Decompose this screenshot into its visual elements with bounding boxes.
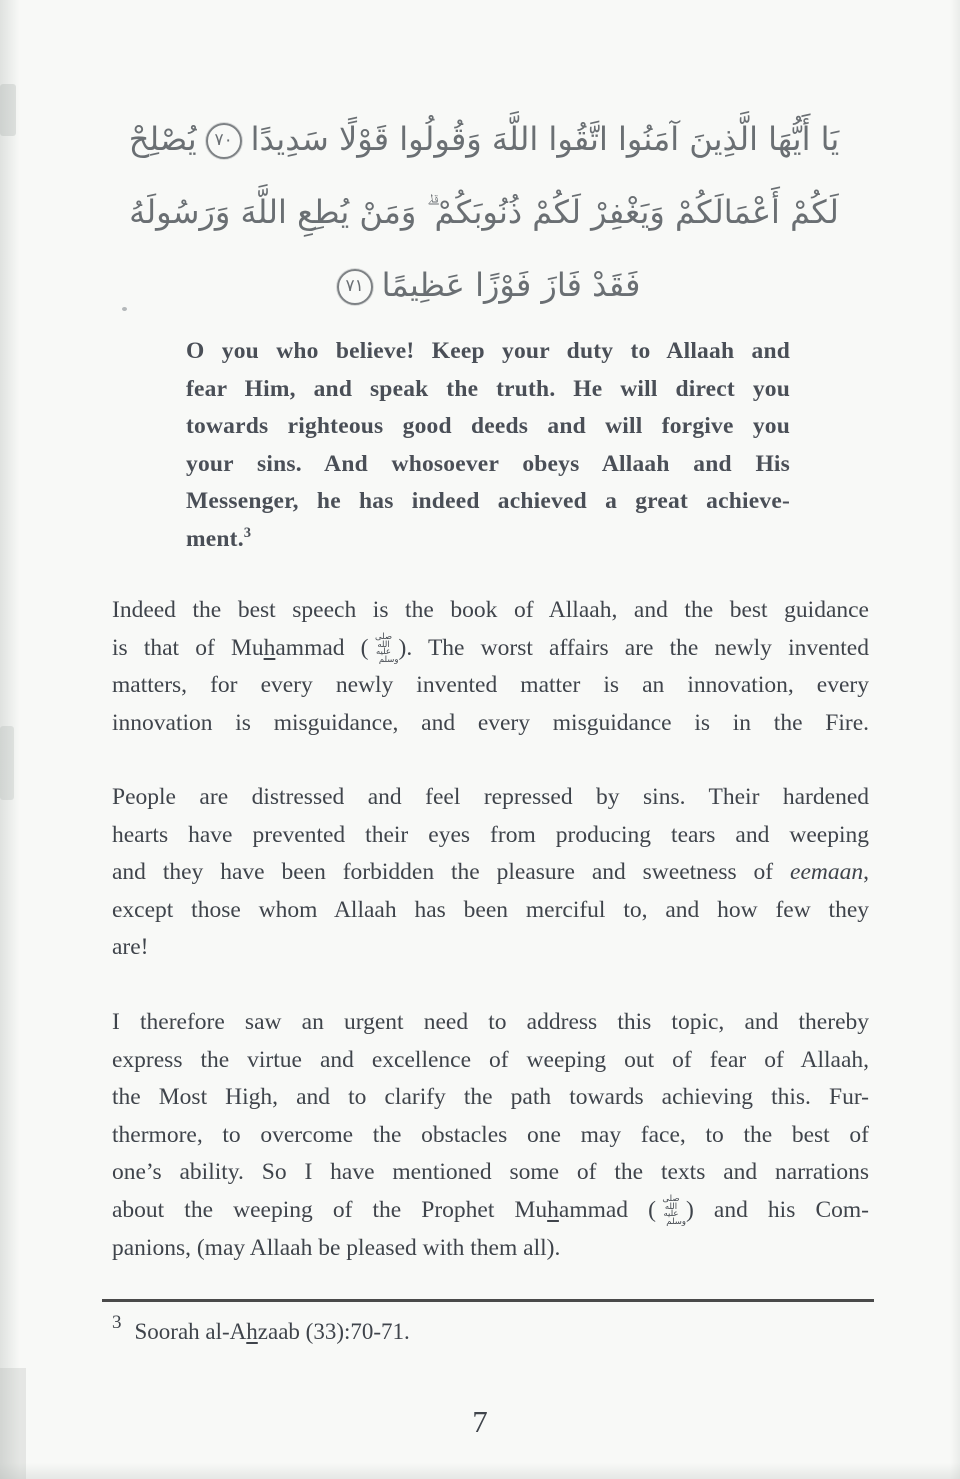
ayah-marker-70: ٧٠ <box>206 123 242 159</box>
text-line <box>186 333 790 371</box>
quran-verse-line-2 <box>100 176 868 249</box>
text-line <box>112 1230 869 1268</box>
text-line <box>112 1154 869 1192</box>
text-segment: except those whom Allaah has been merciful to, and how few they <box>112 896 869 923</box>
text-segment: O you who believe! Keep your duty to Allaah and <box>186 338 790 364</box>
text-line <box>186 371 790 409</box>
text-segment: are! <box>112 934 149 961</box>
text-line <box>112 892 869 930</box>
paragraph-best-speech <box>112 592 869 742</box>
text-segment: , <box>863 859 869 886</box>
text-segment: the Most High, and to clarify the path towards achieving this. Fur- <box>112 1084 869 1111</box>
footnote-text <box>135 1319 410 1344</box>
text-segment: h <box>547 1196 559 1223</box>
text-line <box>112 1004 869 1042</box>
text-segment: one’s ability. So I have mentioned some of the texts and narrations <box>112 1159 869 1186</box>
text-line <box>112 817 869 855</box>
text-line <box>112 705 869 743</box>
text-segment: your sins. And whosoever obeys Allaah and His <box>186 450 790 477</box>
text-line <box>112 667 869 705</box>
text-segment: صلى الله عليه وسلم <box>662 1194 686 1227</box>
text-segment: Indeed the best speech is the book of Allaah, and the best guidance <box>112 597 869 623</box>
text-segment: Messenger, he has indeed achieved a great achieve- <box>186 488 790 515</box>
quran-text: فَقَدْ فَازَ فَوْزًا عَظِيمًا <box>381 266 641 304</box>
text-segment: 3 <box>243 525 252 542</box>
text-segment: صلى الله عليه وسلم <box>374 632 399 665</box>
text-segment: zaab (33):70-71. <box>257 1319 410 1344</box>
text-segment: matters, for every newly invented matter is an innovation, every <box>112 672 869 699</box>
quran-text: لَكُمْ أَعْمَالَكُمْ وَيَغْفِرْ لَكُمْ ذُنُوبَكُمْ ۗ وَمَنْ يُطِعِ اللَّهَ وَرَسُولَهُ <box>129 193 839 231</box>
quran-verse <box>100 103 868 322</box>
verse-translation-block <box>186 333 790 559</box>
quran-verse-line-3 <box>100 249 868 322</box>
text-segment: hearts have prevented their eyes from producing tears and weeping <box>112 821 869 848</box>
footnote-divider <box>102 1299 874 1302</box>
text-line <box>186 408 790 446</box>
quran-text: يُصْلِحْ <box>128 120 197 158</box>
scan-edge-shade-right <box>950 0 960 1479</box>
text-line <box>112 929 869 967</box>
text-segment: h <box>263 634 276 661</box>
text-segment: People are distressed and feel repressed by sins. Their hardened <box>112 784 869 810</box>
text-segment: innovation is misguidance, and every misguidance is in the Fire. <box>112 709 869 736</box>
text-segment: ammad ( <box>275 634 369 661</box>
text-segment: about the weeping of the Prophet Mu <box>112 1196 548 1223</box>
text-segment: Soorah al-A <box>134 1319 247 1344</box>
page-number: 7 <box>472 1404 488 1439</box>
text-line <box>112 1192 869 1230</box>
text-line <box>112 592 869 630</box>
paragraph-urgent-need <box>112 1004 869 1267</box>
paragraph-people-distressed <box>112 779 869 967</box>
text-segment: ammad ( <box>558 1196 656 1223</box>
text-line <box>112 1117 869 1155</box>
text-segment: panions, (may Allaah be pleased with them all). <box>112 1234 561 1261</box>
text-segment: fear Him, and speak the truth. He will direct you <box>186 375 790 402</box>
text-line <box>186 483 790 521</box>
footnote-number: 3 <box>112 1312 122 1333</box>
footnote <box>112 1312 410 1345</box>
text-line <box>112 1042 869 1080</box>
text-line <box>112 854 869 892</box>
text-segment: towards righteous good deeds and will forgive you <box>186 413 790 440</box>
text-segment: is that of Mu <box>112 634 264 661</box>
text-segment: ment. <box>186 525 244 552</box>
scan-edge-shade-bottom <box>0 1463 960 1479</box>
text-segment: ) and his Com- <box>685 1196 869 1223</box>
text-line <box>112 1079 869 1117</box>
text-segment: and they have been forbidden the pleasure and sweetness of <box>112 859 791 886</box>
text-segment: ). The worst affairs are the newly invented <box>398 634 869 661</box>
scan-smudge <box>0 726 14 800</box>
text-line <box>186 446 790 484</box>
ayah-marker-71: ٧١ <box>337 269 373 305</box>
text-segment: I therefore saw an urgent need to address this topic, and thereby <box>112 1009 869 1035</box>
text-segment: express the virtue and excellence of weeping out of fear of Allaah, <box>112 1046 869 1073</box>
quran-verse-line-1 <box>100 103 868 176</box>
text-line <box>112 779 869 817</box>
text-segment: h <box>246 1319 258 1344</box>
text-segment: thermore, to overcome the obstacles one may face, to the best of <box>112 1121 869 1148</box>
text-line <box>186 521 790 559</box>
quran-text: يَا أَيُّهَا الَّذِينَ آمَنُوا اتَّقُوا اللَّهَ وَقُولُوا قَوْلًا سَدِيدًا <box>250 120 840 158</box>
scan-smudge <box>0 84 16 136</box>
text-segment: eemaan <box>790 859 864 886</box>
text-line <box>112 630 869 668</box>
